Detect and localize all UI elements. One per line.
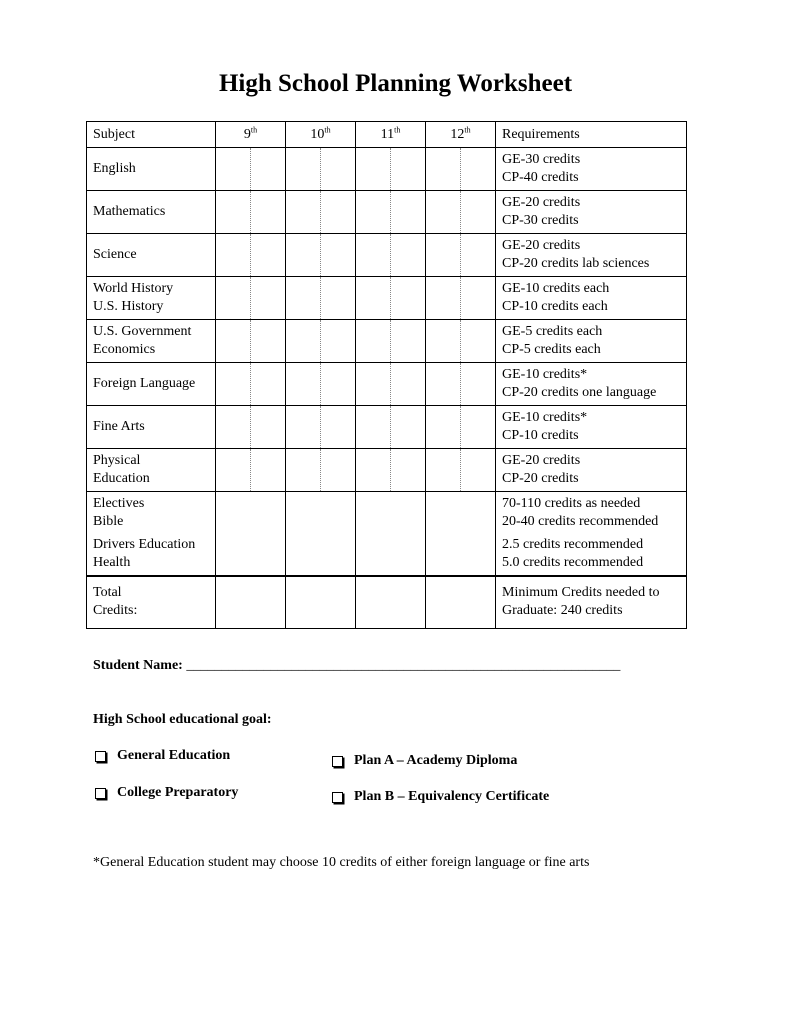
semester-split <box>426 406 495 448</box>
semester-split <box>286 148 355 190</box>
semester-split <box>426 449 495 491</box>
year-cell-9[interactable] <box>216 363 286 406</box>
year-cell-11[interactable] <box>356 191 426 234</box>
table-row <box>87 449 687 492</box>
table-row <box>87 406 687 449</box>
requirements-cell: GE-30 credits CP-40 credits <box>496 148 687 191</box>
year-cell-12[interactable] <box>426 191 496 234</box>
semester-split <box>216 363 285 405</box>
subject-cell: U.S. Government Economics <box>87 320 216 363</box>
year-cell-10[interactable] <box>286 492 356 576</box>
year-header-9: 9th <box>216 122 286 148</box>
year-cell-11[interactable] <box>356 363 426 406</box>
semester-split <box>356 234 425 276</box>
subject-cell: Foreign Language <box>87 363 216 406</box>
year-cell-12[interactable] <box>426 406 496 449</box>
semester-split <box>356 277 425 319</box>
total-cell-9[interactable] <box>216 576 286 629</box>
subject-cell: World History U.S. History <box>87 277 216 320</box>
requirements-cell: GE-20 credits CP-20 credits <box>496 449 687 492</box>
table-row <box>87 191 687 234</box>
year-cell-11[interactable] <box>356 277 426 320</box>
option-general-education[interactable]: General Education <box>95 748 230 764</box>
student-name-blank[interactable]: ______________________________________________________________ <box>186 658 621 673</box>
year-cell-11[interactable] <box>356 492 426 576</box>
year-cell-9[interactable] <box>216 320 286 363</box>
semester-split <box>286 234 355 276</box>
subject-header: Subject <box>87 122 216 148</box>
year-cell-12[interactable] <box>426 277 496 320</box>
semester-split <box>216 406 285 448</box>
electives-row <box>87 492 687 576</box>
year-cell-10[interactable] <box>286 449 356 492</box>
semester-split <box>356 363 425 405</box>
requirements-cell: GE-20 credits CP-30 credits <box>496 191 687 234</box>
subject-cell: Mathematics <box>87 191 216 234</box>
semester-split <box>426 320 495 362</box>
subject-cell: English <box>87 148 216 191</box>
student-name-label: Student Name: <box>93 658 183 673</box>
option-plan-b[interactable]: Plan B – Equivalency Certificate <box>332 789 549 805</box>
semester-split <box>216 320 285 362</box>
semester-split <box>286 320 355 362</box>
page-title: High School Planning Worksheet <box>218 70 573 97</box>
requirements-cell: GE-10 credits* CP-10 credits <box>496 406 687 449</box>
year-cell-12[interactable] <box>426 148 496 191</box>
planning-table <box>86 121 687 629</box>
semester-split <box>426 277 495 319</box>
year-cell-9[interactable] <box>216 234 286 277</box>
year-cell-11[interactable] <box>356 234 426 277</box>
requirements-cell: GE-20 credits CP-20 credits lab sciences <box>496 234 687 277</box>
year-cell-9[interactable] <box>216 492 286 576</box>
semester-split <box>216 449 285 491</box>
semester-split <box>356 449 425 491</box>
requirements-cell: GE-10 credits* CP-20 credits one language <box>496 363 687 406</box>
year-cell-9[interactable] <box>216 406 286 449</box>
total-cell-12[interactable] <box>426 576 496 629</box>
year-cell-10[interactable] <box>286 191 356 234</box>
year-cell-10[interactable] <box>286 277 356 320</box>
table-row <box>87 277 687 320</box>
year-cell-12[interactable] <box>426 320 496 363</box>
semester-split <box>286 363 355 405</box>
semester-split <box>356 191 425 233</box>
semester-split <box>286 277 355 319</box>
semester-split <box>426 234 495 276</box>
year-cell-12[interactable] <box>426 234 496 277</box>
semester-split <box>216 277 285 319</box>
year-cell-11[interactable] <box>356 449 426 492</box>
student-name-field[interactable] <box>93 658 620 674</box>
semester-split <box>216 148 285 190</box>
year-header-12: 12th <box>426 122 496 148</box>
year-cell-10[interactable] <box>286 406 356 449</box>
year-cell-9[interactable] <box>216 277 286 320</box>
subject-cell: Physical Education <box>87 449 216 492</box>
semester-split <box>426 148 495 190</box>
table-row <box>87 234 687 277</box>
electives-subject-cell: Electives Bible Drivers Education Health <box>87 492 216 576</box>
semester-split <box>356 406 425 448</box>
option-college-preparatory[interactable]: College Preparatory <box>95 785 238 801</box>
year-cell-9[interactable] <box>216 191 286 234</box>
total-subject-cell: Total Credits: <box>87 576 216 629</box>
subject-cell: Science <box>87 234 216 277</box>
subject-cell: Fine Arts <box>87 406 216 449</box>
footnote: *General Education student may choose 10 credits of either foreign language or fine arts <box>93 855 590 870</box>
year-header-10: 10th <box>286 122 356 148</box>
total-cell-10[interactable] <box>286 576 356 629</box>
year-cell-11[interactable] <box>356 320 426 363</box>
semester-split <box>216 191 285 233</box>
electives-requirements-cell: 70-110 credits as needed 20-40 credits recommended 2.5 credits recommended 5.0 credits recommended <box>496 492 687 576</box>
year-cell-10[interactable] <box>286 148 356 191</box>
year-cell-12[interactable] <box>426 363 496 406</box>
year-cell-11[interactable] <box>356 148 426 191</box>
total-requirements-cell: Minimum Credits needed to Graduate: 240 credits <box>496 576 687 629</box>
checkbox-icon[interactable] <box>95 788 106 799</box>
checkbox-icon[interactable] <box>332 792 343 803</box>
year-cell-9[interactable] <box>216 148 286 191</box>
year-cell-10[interactable] <box>286 320 356 363</box>
year-cell-10[interactable] <box>286 363 356 406</box>
year-cell-12[interactable] <box>426 492 496 576</box>
requirements-cell: GE-10 credits each CP-10 credits each <box>496 277 687 320</box>
year-header-11: 11th <box>356 122 426 148</box>
goal-label: High School educational goal: <box>93 712 272 727</box>
semester-split <box>286 191 355 233</box>
year-cell-9[interactable] <box>216 449 286 492</box>
semester-split <box>286 406 355 448</box>
semester-split <box>426 191 495 233</box>
semester-split <box>356 148 425 190</box>
requirements-header: Requirements <box>496 122 687 148</box>
checkbox-icon[interactable] <box>332 756 343 767</box>
semester-split <box>286 449 355 491</box>
table-row <box>87 320 687 363</box>
total-row <box>87 576 687 629</box>
checkbox-icon[interactable] <box>95 751 106 762</box>
table-row <box>87 148 687 191</box>
option-plan-a[interactable]: Plan A – Academy Diploma <box>332 753 517 769</box>
total-cell-11[interactable] <box>356 576 426 629</box>
requirements-cell: GE-5 credits each CP-5 credits each <box>496 320 687 363</box>
semester-split <box>426 363 495 405</box>
header-row <box>87 122 687 148</box>
table-row <box>87 363 687 406</box>
semester-split <box>356 320 425 362</box>
year-cell-11[interactable] <box>356 406 426 449</box>
year-cell-12[interactable] <box>426 449 496 492</box>
year-cell-10[interactable] <box>286 234 356 277</box>
semester-split <box>216 234 285 276</box>
